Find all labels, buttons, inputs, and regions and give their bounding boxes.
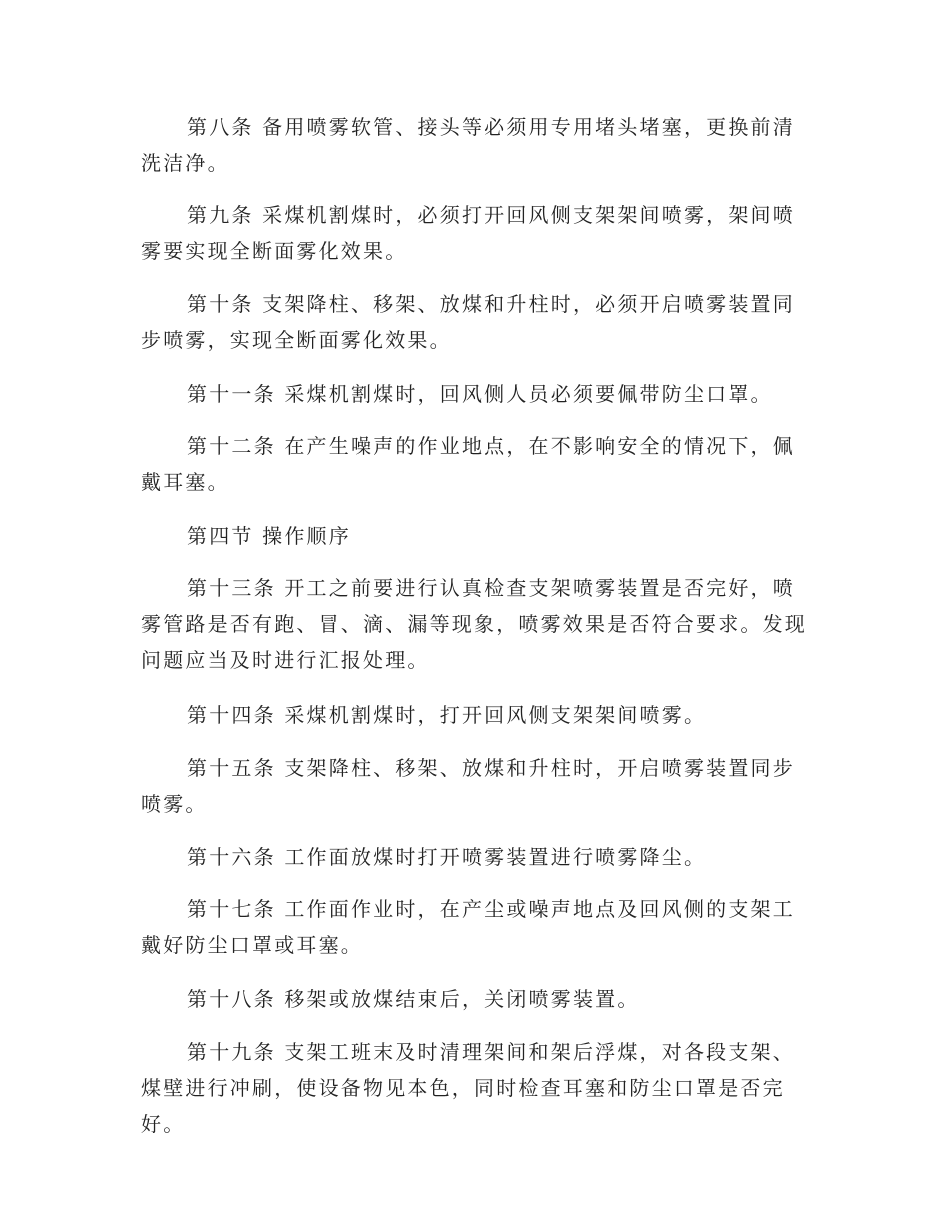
article-17-paragraph: 第十七条 工作面作业时，在产尘或噪声地点及回风侧的支架工戴好防尘口罩或耳塞。	[141, 897, 795, 957]
article-11-paragraph: 第十一条 采煤机割煤时，回风侧人员必须要佩带防尘口罩。	[187, 382, 773, 406]
article-15-paragraph: 第十五条 支架降柱、移架、放煤和升柱时，开启喷雾装置同步喷雾。	[141, 756, 795, 816]
section-4-heading: 第四节 操作顺序	[187, 524, 351, 548]
article-9-paragraph: 第九条 采煤机割煤时，必须打开回风侧支架架间喷雾，架间喷雾要实现全断面雾化效果。	[141, 203, 795, 263]
article-19-paragraph: 第十九条 支架工班末及时清理架间和架后浮煤，对各段支架、煤壁进行冲刷，使设备物见本色，同时检查耳塞和防尘口罩是否完好。	[141, 1040, 795, 1136]
article-12-paragraph: 第十二条 在产生噪声的作业地点，在不影响安全的情况下，佩戴耳塞。	[141, 434, 795, 494]
article-14-paragraph: 第十四条 采煤机割煤时，打开回风侧支架架间喷雾。	[187, 703, 707, 727]
article-13-paragraph: 第十三条 开工之前要进行认真检查支架喷雾装置是否完好，喷雾管路是否有跑、冒、滴、漏等现象，喷雾效果是否符合要求。发现问题应当及时进行汇报处理。	[141, 576, 807, 672]
article-10-paragraph: 第十条 支架降柱、移架、放煤和升柱时，必须开启喷雾装置同步喷雾，实现全断面雾化效果。	[141, 292, 795, 352]
article-8-paragraph: 第八条 备用喷雾软管、接头等必须用专用堵头堵塞，更换前清洗洁净。	[141, 115, 795, 175]
article-16-paragraph: 第十六条 工作面放煤时打开喷雾装置进行喷雾降尘。	[187, 845, 707, 869]
article-18-paragraph: 第十八条 移架或放煤结束后，关闭喷雾装置。	[187, 987, 640, 1011]
